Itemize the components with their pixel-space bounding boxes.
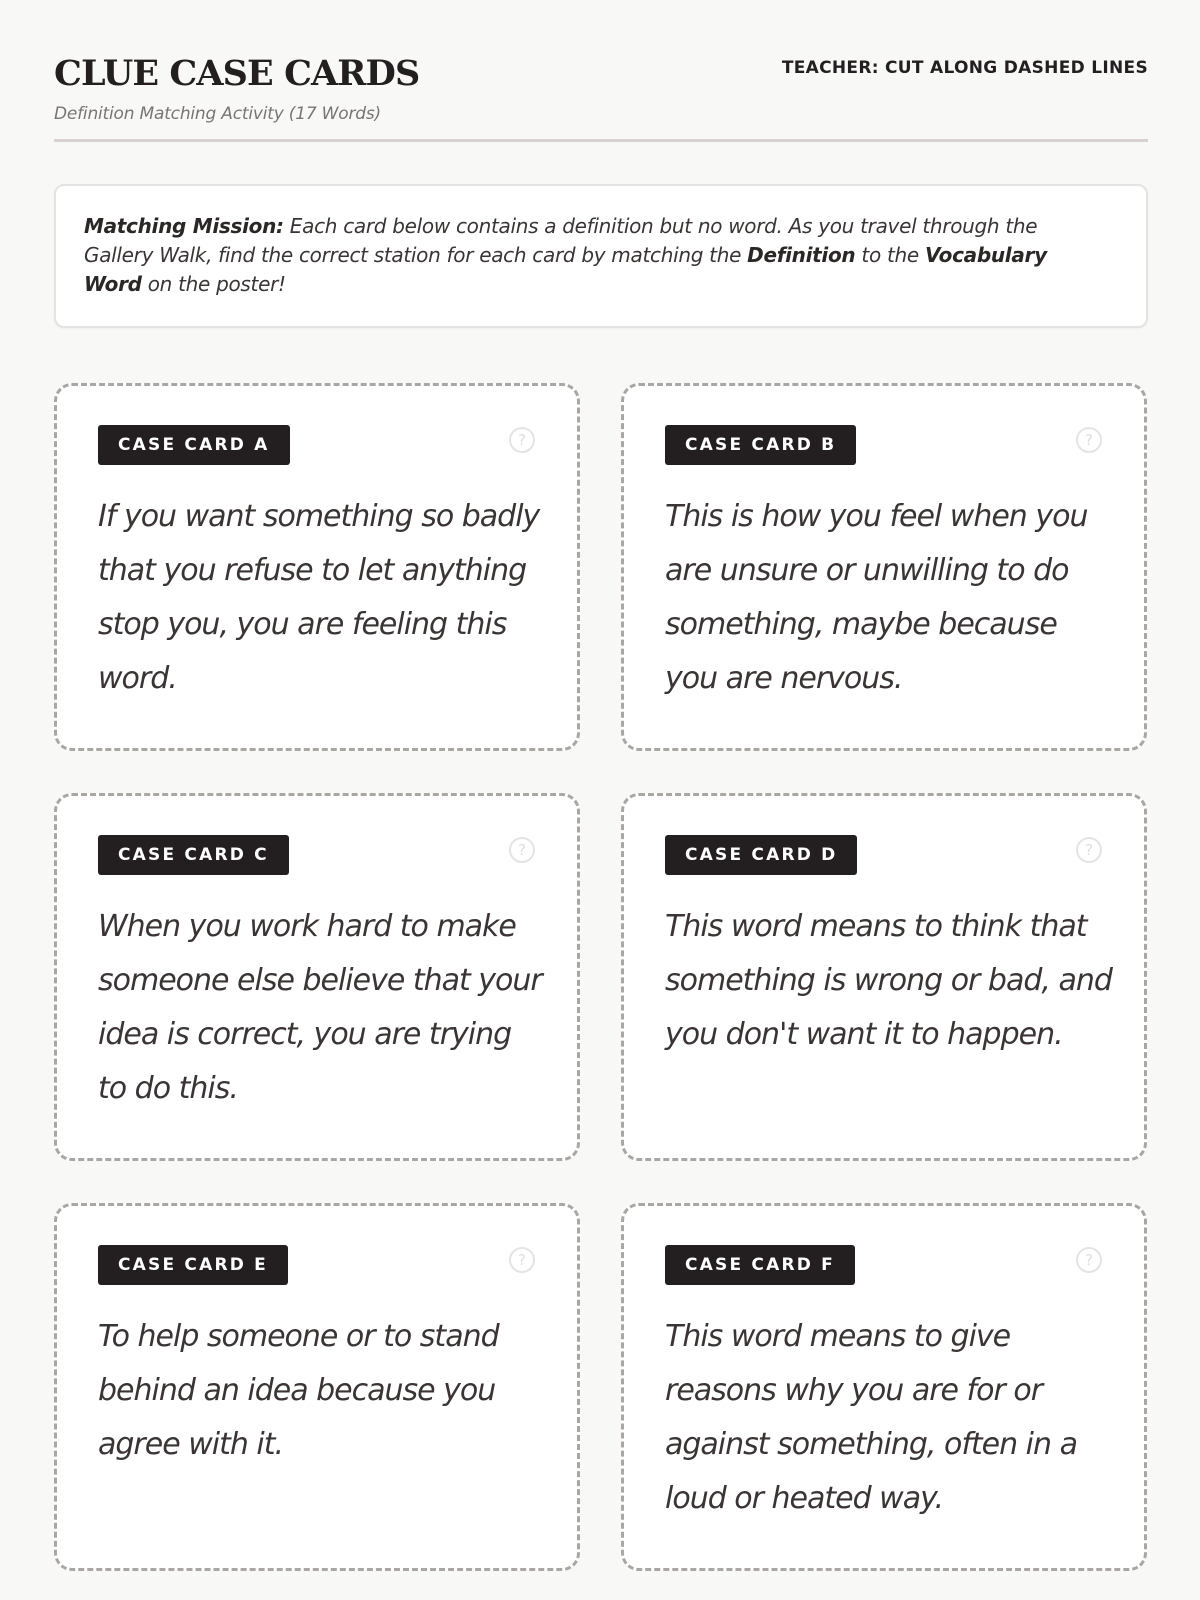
- mission-emphasis-vocabulary-word: Vocabulary Word: [84, 243, 1047, 296]
- case-card-label: CASE CARD E: [98, 1245, 288, 1285]
- question-circle-icon: ?: [1076, 837, 1102, 863]
- case-card-definition: To help someone or to stand behind an idea because you agree with it.: [98, 1319, 499, 1462]
- case-card-definition: This word means to think that something is wrong or bad, and you don't want it to happen.: [665, 909, 1112, 1052]
- page-header: [54, 48, 1148, 142]
- case-card-definition: This is how you feel when you are unsure or unwilling to do something, maybe because you are nervous.: [665, 499, 1088, 696]
- case-card-label: CASE CARD D: [665, 835, 857, 875]
- page-title: CLUE CASE CARDS: [54, 53, 420, 94]
- case-card-b: [621, 383, 1147, 751]
- case-card-e: [54, 1203, 580, 1571]
- question-circle-icon: ?: [1076, 427, 1102, 453]
- question-circle-icon: ?: [509, 1247, 535, 1273]
- question-circle-icon: ?: [509, 427, 535, 453]
- case-card-definition: This word means to give reasons why you are for or against something, often in a loud or heated way.: [665, 1319, 1077, 1516]
- case-card-label: CASE CARD A: [98, 425, 290, 465]
- question-circle-icon: ?: [509, 837, 535, 863]
- case-card-c: [54, 793, 580, 1161]
- case-card-f: [621, 1203, 1147, 1571]
- mission-text-1: Each card below contains a definition but no word. As you travel through the Gallery Walk, find the correct station for each card by matching the: [84, 214, 1038, 267]
- case-card-definition: If you want something so badly that you refuse to let anything stop you, you are feeling this word.: [98, 499, 540, 696]
- case-card-definition: When you work hard to make someone else believe that your idea is correct, you are trying to do this.: [98, 909, 542, 1106]
- mission-text-3: on the poster!: [141, 272, 286, 296]
- mission-text-2: to the: [855, 243, 925, 267]
- case-card-label: CASE CARD C: [98, 835, 289, 875]
- mission-emphasis-definition: Definition: [747, 243, 856, 267]
- case-card-label: CASE CARD B: [665, 425, 856, 465]
- question-circle-icon: ?: [1076, 1247, 1102, 1273]
- matching-mission-box: [54, 184, 1148, 328]
- page-subtitle: Definition Matching Activity (17 Words): [54, 104, 381, 124]
- case-card-a: [54, 383, 580, 751]
- mission-lead: Matching Mission:: [84, 214, 284, 238]
- case-card-d: [621, 793, 1147, 1161]
- teacher-note: TEACHER: CUT ALONG DASHED LINES: [781, 58, 1148, 78]
- case-card-label: CASE CARD F: [665, 1245, 855, 1285]
